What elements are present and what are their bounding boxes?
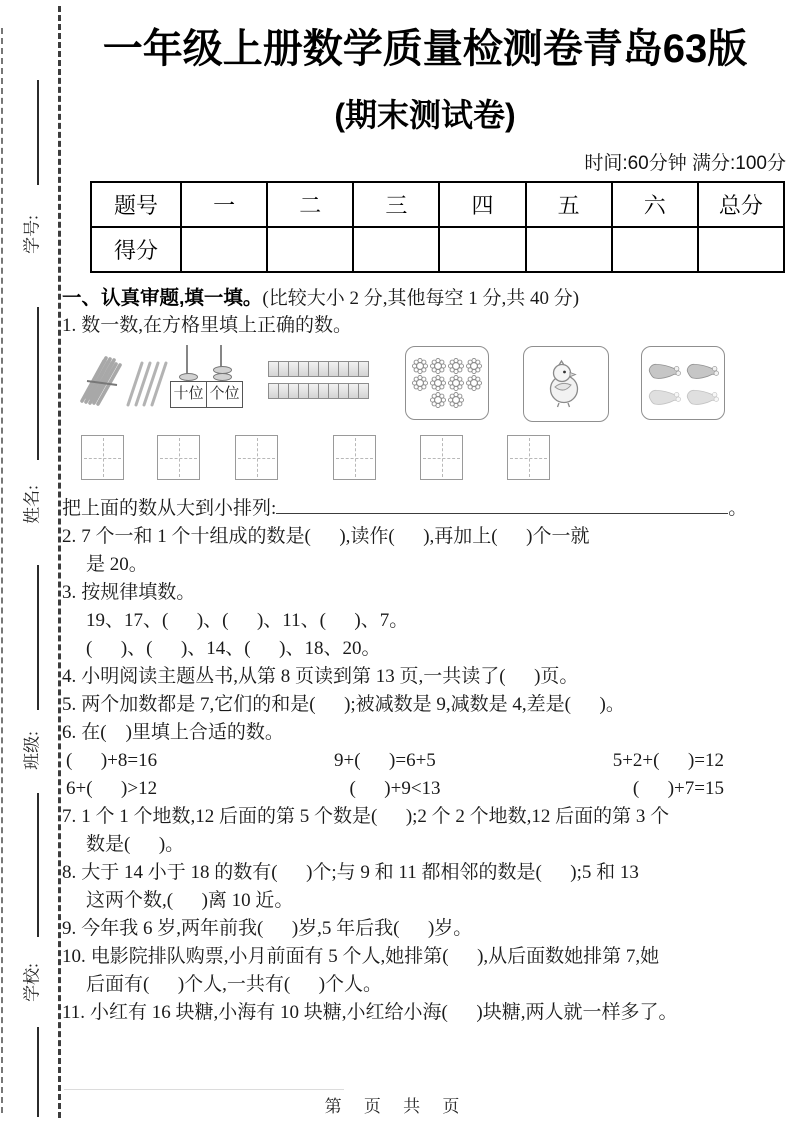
score-empty-cell bbox=[267, 227, 353, 272]
question-9-number: 9. bbox=[62, 918, 77, 939]
question-8 bbox=[62, 859, 788, 887]
sort-instruction-text: 把上面的数从大到小排列: bbox=[62, 498, 277, 519]
question-11-number: 11. bbox=[62, 1002, 86, 1023]
drumstick-icon bbox=[647, 384, 681, 408]
fold-dashed-line bbox=[58, 6, 61, 1118]
sticks-picture bbox=[72, 345, 170, 422]
question-7-text: 1 个 1 个地数,12 后面的第 5 个数是( );2 个 2 个地数,12 后面的第 3 个 bbox=[81, 806, 670, 827]
school-label: 学校: bbox=[22, 963, 42, 1002]
sort-answer-blank-line bbox=[276, 493, 728, 514]
abacus-bead bbox=[179, 373, 198, 381]
question-6-equation-row-1 bbox=[62, 747, 788, 775]
flower-icon bbox=[430, 392, 446, 408]
score-table-header-cell: 六 bbox=[612, 182, 698, 227]
student-number-blank-line bbox=[37, 80, 39, 185]
equation-blank: ( )+7=15 bbox=[632, 778, 724, 799]
class-label: 班级: bbox=[22, 731, 42, 770]
score-empty-cell bbox=[526, 227, 612, 272]
page-edge-dashed-line bbox=[1, 28, 3, 1113]
answer-grid-box bbox=[507, 435, 550, 480]
equation-blank: 9+( )=6+5 bbox=[333, 750, 436, 771]
question-5-text: 两个加数都是 7,它们的和是( );被减数是 9,减数是 4,差是( )。 bbox=[81, 694, 625, 715]
answer-grid-box bbox=[333, 435, 376, 480]
score-table-corner-cell: 题号 bbox=[91, 182, 181, 227]
chick-icon bbox=[545, 359, 587, 409]
flower-icon bbox=[412, 375, 428, 391]
question-2-text: 是 20。 bbox=[86, 554, 148, 575]
question-2-text: 7 个一和 1 个十组成的数是( ),读作( ),再加上( )个一就 bbox=[81, 526, 590, 547]
abacus-bead bbox=[213, 366, 232, 374]
question-6-equation-row-2 bbox=[62, 775, 788, 803]
ones-place-label: 个位 bbox=[207, 381, 243, 408]
school-blank-line bbox=[37, 793, 39, 937]
answer-grid-box bbox=[81, 435, 124, 480]
answer-grid-box bbox=[235, 435, 278, 480]
place-value-box bbox=[170, 381, 243, 408]
question-3-text: ( )、( )、14、( )、18、20。 bbox=[86, 638, 381, 659]
equation-blank: 6+( )>12 bbox=[66, 778, 158, 799]
score-empty-cell bbox=[439, 227, 525, 272]
cubes-picture bbox=[268, 361, 368, 405]
equation-blank: ( )+8=16 bbox=[66, 750, 158, 771]
question-9-text: 今年我 6 岁,两年前我( )岁,5 年后我( )岁。 bbox=[81, 918, 473, 939]
score-empty-cell bbox=[181, 227, 267, 272]
question-5 bbox=[62, 691, 788, 719]
abacus-bead bbox=[213, 373, 232, 381]
drumstick-icon bbox=[685, 358, 719, 382]
footer-rule-line bbox=[64, 1089, 344, 1090]
flower-icon bbox=[430, 375, 446, 391]
question-2 bbox=[62, 523, 788, 551]
section-one-heading bbox=[62, 285, 788, 312]
question-4-number: 4. bbox=[62, 666, 77, 687]
cube-row bbox=[268, 383, 368, 399]
question-11-text: 小红有 16 块糖,小海有 10 块糖,小红给小海( )块糖,两人就一样多了。 bbox=[90, 1002, 678, 1023]
question-8-text: 大于 14 小于 18 的数有( )个;与 9 和 11 都相邻的数是( );5 和 13 bbox=[81, 862, 639, 883]
page-title: 一年级上册数学质量检测卷青岛63版 bbox=[102, 27, 748, 71]
question-9 bbox=[62, 915, 788, 943]
cube-icon bbox=[358, 383, 369, 399]
question-11 bbox=[62, 999, 788, 1027]
question-7 bbox=[62, 803, 788, 831]
question-10-text: 电影院排队购票,小月前面有 5 个人,她排第( ),从后面数她排第 7,她 bbox=[90, 946, 660, 967]
drumstick-icon bbox=[685, 384, 719, 408]
page-subtitle: (期末测试卷) bbox=[334, 97, 516, 133]
name-blank-line bbox=[37, 307, 39, 460]
question-3-number: 3. bbox=[62, 582, 77, 603]
question-4-text: 小明阅读主题丛书,从第 8 页读到第 13 页,一共读了( )页。 bbox=[81, 666, 579, 687]
cube-icon bbox=[358, 361, 369, 377]
question-1-number: 1. bbox=[62, 315, 77, 336]
questions-list bbox=[62, 523, 788, 1027]
question-10 bbox=[62, 943, 788, 971]
score-empty-cell bbox=[612, 227, 698, 272]
section-one-title: 一、认真审题,填一填。 bbox=[62, 287, 263, 309]
abacus-picture bbox=[168, 345, 244, 407]
question-10-line-2 bbox=[62, 971, 788, 999]
bundle-of-sticks-icon bbox=[72, 345, 170, 417]
question-8-text: 这两个数,( )离 10 近。 bbox=[86, 890, 294, 911]
question-10-number: 10. bbox=[62, 946, 86, 967]
sort-instruction-line bbox=[62, 493, 788, 523]
question-6-number: 6. bbox=[62, 722, 77, 743]
drumsticks-picture bbox=[641, 346, 725, 420]
score-table-header-cell: 二 bbox=[267, 182, 353, 227]
cube-row bbox=[268, 361, 368, 377]
question-8-line-2 bbox=[62, 887, 788, 915]
flower-icon bbox=[466, 375, 482, 391]
paper-content bbox=[62, 0, 788, 1027]
name-label: 姓名: bbox=[22, 485, 42, 524]
question-7-text: 数是( )。 bbox=[86, 834, 185, 855]
question-6-text: 在( )里填上合适的数。 bbox=[81, 722, 284, 743]
score-table-score-row bbox=[91, 227, 784, 272]
score-table-header-cell: 四 bbox=[439, 182, 525, 227]
question-2-line-2 bbox=[62, 551, 788, 579]
flower-icon bbox=[412, 358, 428, 374]
flower-icon bbox=[448, 392, 464, 408]
score-table-header-cell: 五 bbox=[526, 182, 612, 227]
exam-time-score-info: 时间:60分钟 满分:100分 bbox=[584, 153, 786, 174]
question-8-number: 8. bbox=[62, 862, 77, 883]
score-table bbox=[90, 181, 785, 273]
question-7-number: 7. bbox=[62, 806, 77, 827]
question-3-text: 按规律填数。 bbox=[81, 582, 196, 603]
score-table-header-row bbox=[91, 182, 784, 227]
student-number-label: 学号: bbox=[22, 215, 42, 254]
answer-grid-box bbox=[420, 435, 463, 480]
score-empty-cell bbox=[353, 227, 439, 272]
question-3-text: 19、17、( )、( )、11、( )、7。 bbox=[86, 610, 409, 631]
flower-icon bbox=[448, 358, 464, 374]
score-table-header-cell: 一 bbox=[181, 182, 267, 227]
counting-pictures-row bbox=[62, 343, 788, 427]
equation-blank: 5+2+( )=12 bbox=[612, 750, 724, 771]
sort-period: 。 bbox=[728, 498, 748, 519]
tens-place-label: 十位 bbox=[170, 381, 207, 408]
flowers-picture bbox=[405, 346, 489, 420]
question-1 bbox=[62, 312, 788, 340]
class-blank-line bbox=[37, 565, 39, 710]
question-3-line-3 bbox=[62, 635, 788, 663]
page-number-footer: 第 页 共 页 bbox=[324, 1097, 469, 1116]
equation-blank: ( )+9<13 bbox=[349, 778, 441, 799]
question-7-line-2 bbox=[62, 831, 788, 859]
section-one-points-note: (比较大小 2 分,其他每空 1 分,共 40 分) bbox=[262, 288, 580, 309]
question-1-text: 数一数,在方格里填上正确的数。 bbox=[81, 315, 353, 336]
question-6 bbox=[62, 719, 788, 747]
answer-grid-box bbox=[157, 435, 200, 480]
score-table-header-cell: 三 bbox=[353, 182, 439, 227]
bird-picture bbox=[523, 346, 609, 422]
flower-icon bbox=[430, 358, 446, 374]
question-3-line-2 bbox=[62, 607, 788, 635]
score-table-header-cell: 总分 bbox=[698, 182, 784, 227]
question-5-number: 5. bbox=[62, 694, 77, 715]
score-row-label: 得分 bbox=[91, 227, 181, 272]
drumstick-icon bbox=[647, 358, 681, 382]
question-10-text: 后面有( )个人,一共有( )个人。 bbox=[86, 974, 383, 995]
question-4 bbox=[62, 663, 788, 691]
score-empty-cell bbox=[698, 227, 784, 272]
answer-grids-row bbox=[62, 435, 788, 483]
question-2-number: 2. bbox=[62, 526, 77, 547]
flower-icon bbox=[466, 358, 482, 374]
question-3 bbox=[62, 579, 788, 607]
flower-icon bbox=[448, 375, 464, 391]
